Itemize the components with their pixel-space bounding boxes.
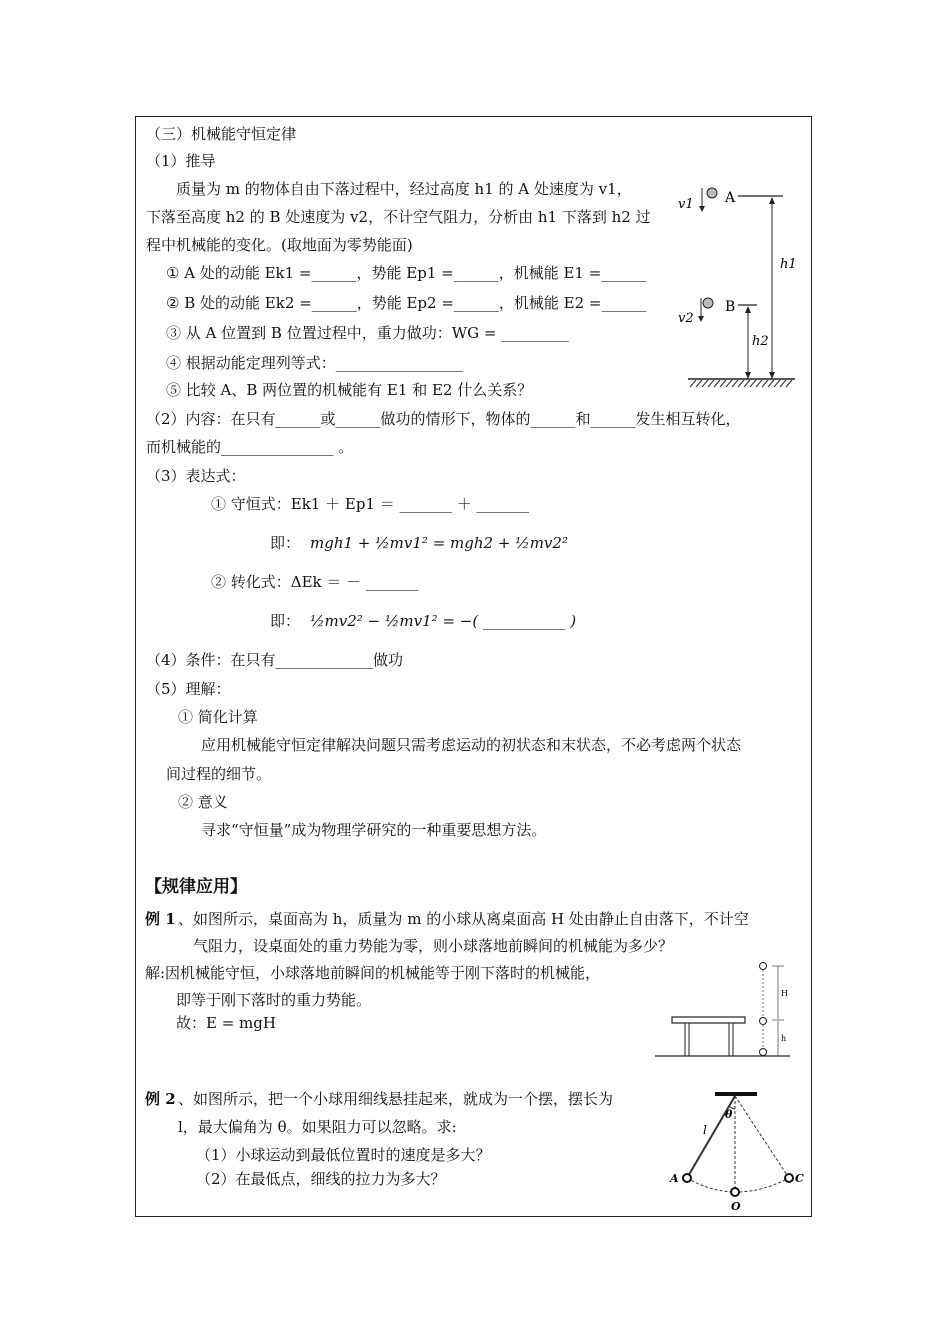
understanding-item-1-line-2: 间过程的细节。	[166, 765, 272, 783]
label-v2: v2	[678, 311, 694, 326]
understanding-item-1-line-1: 应用机械能守恒定律解决问题只需考虑运动的初状态和末状态，不必考虑两个状态	[201, 736, 742, 754]
transform-form: ② 转化式：ΔEk ＝ － _______	[211, 573, 419, 591]
table-leg-right	[729, 1023, 733, 1056]
condition-line: （4）条件：在只有_____________做功	[146, 651, 404, 669]
derivation-item-5: ⑤ 比较 A、B 两位置的机械能有 E1 和 E2 什么关系？	[166, 381, 533, 399]
example-2-question-2: （2）在最低点，细线的拉力为多大？	[196, 1170, 446, 1188]
table-leg-left	[685, 1023, 689, 1056]
ball-middle	[760, 1018, 767, 1025]
label-C: C	[795, 1172, 804, 1185]
derivation-heading: （1）推导	[146, 152, 216, 170]
pendulum-figure	[665, 1090, 810, 1212]
free-fall-figure	[670, 178, 805, 393]
understanding-heading: （5）理解：	[146, 680, 231, 698]
label-H: H	[781, 989, 788, 998]
example-2-line-2: l，最大偏角为 θ。如果阻力可以忽略。求:	[178, 1118, 457, 1136]
example-2-question-1: （1）小球运动到最低位置时的速度是多大？	[196, 1146, 491, 1164]
example-1-line-2: 气阻力，设桌面处的重力势能为零，则小球落地前瞬间的机械能为多少？	[193, 937, 674, 955]
derivation-item-2: ② B 处的动能 Ek2 =______，势能 Ep2 =______，机械能 E2 =______	[166, 294, 647, 312]
derivation-para-line-2: 下落至高度 h2 的 B 处速度为 v2，不计空气阻力，分析由 h1 下落到 h2 过	[146, 208, 651, 226]
understanding-item-2-title: ② 意义	[178, 793, 228, 811]
expression-heading: （3）表达式：	[146, 467, 246, 485]
label-l: l	[703, 1123, 707, 1137]
transform-equation: ½mv2² − ½mv1² = −( ___________ )	[310, 612, 577, 630]
conservation-equation: mgh1 + ½mv1² = mgh2 + ½mv2²	[310, 534, 568, 552]
ball-top	[760, 963, 767, 970]
ball-bottom	[760, 1049, 767, 1056]
example-1-solution-3: 故：E = mgH	[176, 1014, 276, 1032]
ball-b	[703, 298, 713, 308]
derivation-item-4: ④ 根据动能定理列等式：_________________	[166, 354, 464, 372]
label-h1: h1	[780, 257, 797, 272]
transform-eq-prefix: 即：	[270, 612, 301, 630]
ball-a	[707, 188, 717, 198]
label-a: A	[725, 190, 736, 206]
string-right	[735, 1096, 789, 1178]
label-O: O	[731, 1200, 741, 1212]
conservation-eq-prefix: 即：	[270, 534, 301, 552]
label-b: B	[725, 299, 736, 315]
example-2-line-1: 、如图所示，把一个小球用细线悬挂起来，就成为一个摆，摆长为	[178, 1090, 614, 1108]
example-1-label: 例 1	[145, 910, 176, 928]
content-line-2: 而机械能的_______________ 。	[146, 438, 354, 456]
table-figure	[650, 958, 800, 1063]
ground-hatch	[690, 380, 792, 387]
ball-o	[731, 1188, 739, 1196]
example-1-line-1: 、如图所示，桌面高为 h，质量为 m 的小球从离桌面高 H 处由静止自由落下，不计空	[178, 910, 749, 928]
content-line-1: （2）内容：在只有______或______做功的情形下，物体的______和______发生相互转化，	[146, 410, 741, 428]
table-top	[672, 1017, 745, 1023]
understanding-item-2-line-1: 寻求“守恒量”成为物理学研究的一种重要思想方法。	[201, 821, 547, 839]
example-1-solution-2: 即等于刚下落时的重力势能。	[176, 991, 372, 1009]
derivation-item-1: ① A 处的动能 Ek1 =______，势能 Ep1 =______，机械能 E1 =______	[166, 264, 647, 282]
ball-a	[683, 1174, 691, 1182]
example-1-solution-1: 解:因机械能守恒，小球落地前瞬间的机械能等于刚下落时的机械能，	[145, 964, 601, 982]
derivation-para-line-3: 程中机械能的变化。(取地面为零势能面)	[146, 236, 413, 254]
derivation-item-3: ③ 从 A 位置到 B 位置过程中，重力做功：WG = _________	[166, 324, 569, 342]
application-heading: 【规律应用】	[145, 877, 247, 897]
pendulum-support	[715, 1092, 757, 1096]
label-v1: v1	[678, 197, 694, 212]
ball-c	[785, 1174, 793, 1182]
label-A: A	[670, 1172, 679, 1185]
conservation-form: ① 守恒式：Ek1 ＋ Ep1 ＝ _______ ＋ _______	[211, 495, 530, 513]
derivation-para-line-1: 质量为 m 的物体自由下落过程中，经过高度 h1 的 A 处速度为 v1，	[176, 180, 632, 198]
example-2-label: 例 2	[145, 1090, 176, 1108]
label-theta: θ	[725, 1108, 733, 1121]
label-h: h	[781, 1034, 787, 1043]
label-h2: h2	[752, 334, 769, 349]
section-title: （三）机械能守恒定律	[146, 125, 297, 143]
understanding-item-1-title: ① 简化计算	[178, 708, 258, 726]
